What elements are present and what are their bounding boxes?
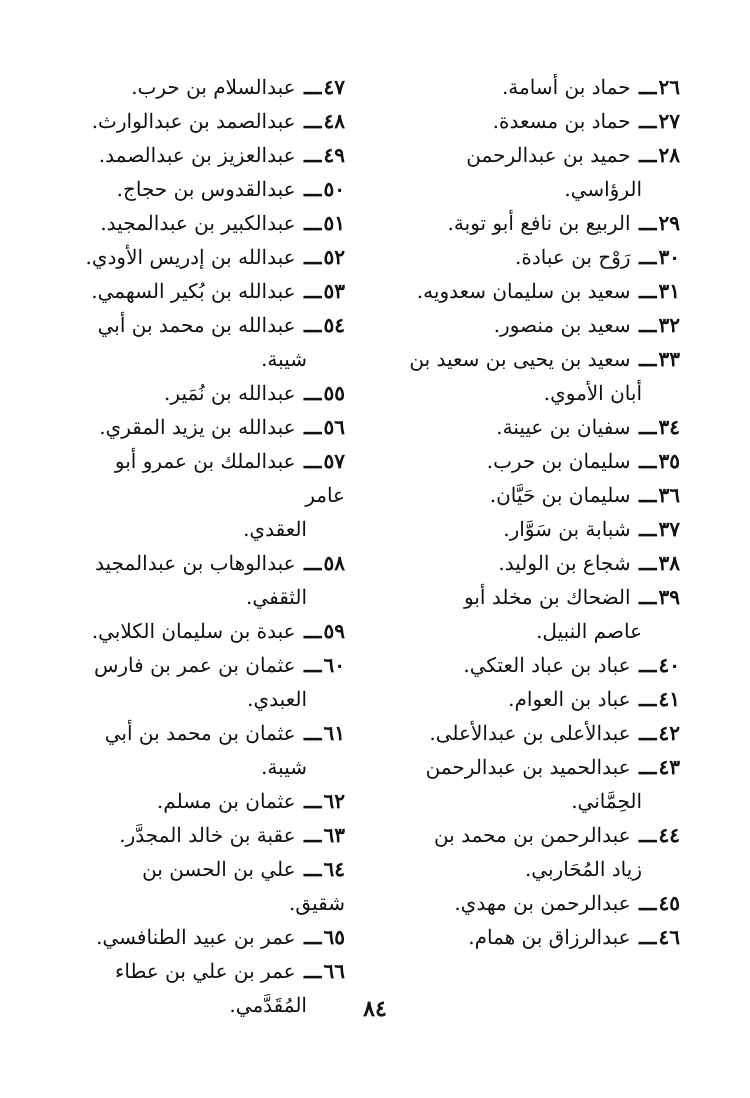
item-name: الربيع بن نافع أبو توبة. xyxy=(447,211,631,235)
item-name: عبدالرزاق بن همام. xyxy=(468,925,631,949)
list-item xyxy=(80,648,345,716)
item-dash: ـــ xyxy=(303,415,322,439)
item-number: ٤٨ xyxy=(323,109,345,133)
list-item xyxy=(80,716,345,784)
item-number: ٣١ xyxy=(658,279,680,303)
item-name-continuation: أبان الأموي. xyxy=(543,381,642,405)
item-dash: ـــ xyxy=(303,143,322,167)
item-name-continuation: شيبة. xyxy=(261,755,307,779)
list-item xyxy=(80,546,345,614)
item-name: عبدالله بن نُمَير. xyxy=(164,381,296,405)
item-dash: ـــ xyxy=(303,959,322,983)
item-name: عبدالأعلى بن عبدالأعلى. xyxy=(429,721,631,745)
item-number: ٦٦ xyxy=(323,959,345,983)
item-name: عبدالصمد بن عبدالوارث. xyxy=(91,109,296,133)
list-item xyxy=(405,308,680,342)
item-name-continuation: الحِمَّاني. xyxy=(571,789,642,813)
item-name: عثمان بن محمد بن أبي xyxy=(104,721,296,745)
item-number: ٦٤ xyxy=(323,857,345,881)
item-number: ٤٦ xyxy=(658,925,680,949)
list-item xyxy=(80,818,345,852)
list-item xyxy=(405,818,680,886)
list-item xyxy=(80,138,345,172)
item-dash: ـــ xyxy=(638,347,657,371)
item-dash: ـــ xyxy=(638,687,657,711)
item-dash: ـــ xyxy=(638,415,657,439)
right-column xyxy=(405,70,680,954)
list-item xyxy=(405,206,680,240)
item-dash: ـــ xyxy=(638,245,657,269)
item-name: شجاع بن الوليد. xyxy=(498,551,631,575)
item-dash: ـــ xyxy=(638,551,657,575)
item-dash: ـــ xyxy=(303,449,322,473)
list-item xyxy=(405,512,680,546)
item-name-continuation: العقدي. xyxy=(243,517,307,541)
list-item xyxy=(80,104,345,138)
list-item xyxy=(405,580,680,648)
item-name: عبدالقدوس بن حجاج. xyxy=(116,177,296,201)
item-dash: ـــ xyxy=(303,381,322,405)
item-number: ٢٧ xyxy=(658,109,680,133)
item-dash: ـــ xyxy=(638,313,657,337)
item-dash: ـــ xyxy=(303,75,322,99)
item-dash: ـــ xyxy=(303,177,322,201)
item-name: سفيان بن عيينة. xyxy=(496,415,631,439)
left-column xyxy=(80,70,345,1022)
item-number: ٦٢ xyxy=(323,789,345,813)
item-dash: ـــ xyxy=(638,925,657,949)
list-item xyxy=(80,444,345,546)
page-number: ٨٤ xyxy=(363,996,387,1022)
item-name: سعيد بن سليمان سعدويه. xyxy=(416,279,631,303)
item-number: ٣٨ xyxy=(658,551,680,575)
item-number: ٦١ xyxy=(323,721,345,745)
item-name: عبدة بن سليمان الكلابي. xyxy=(91,619,296,643)
list-item xyxy=(80,852,345,920)
list-item xyxy=(405,886,680,920)
item-number: ٣٥ xyxy=(658,449,680,473)
item-number: ٥٨ xyxy=(323,551,345,575)
item-dash: ـــ xyxy=(303,857,322,881)
item-number: ٤٧ xyxy=(323,75,345,99)
item-number: ٤٥ xyxy=(658,891,680,915)
item-number: ٦٥ xyxy=(323,925,345,949)
item-dash: ـــ xyxy=(303,109,322,133)
item-number: ٣٧ xyxy=(658,517,680,541)
item-number: ٢٨ xyxy=(658,143,680,167)
item-name: عقبة بن خالد المجدَّر. xyxy=(119,823,296,847)
item-number: ٦٣ xyxy=(323,823,345,847)
list-item xyxy=(405,410,680,444)
item-name-continuation: العبدي. xyxy=(247,687,307,711)
list-item xyxy=(80,206,345,240)
item-name: عبدالله بن محمد بن أبي xyxy=(97,313,296,337)
item-name: حميد بن عبدالرحمن xyxy=(466,143,631,167)
list-item xyxy=(405,138,680,206)
item-number: ٤٩ xyxy=(323,143,345,167)
item-name: سعيد بن يحيى بن سعيد بن xyxy=(409,347,631,371)
list-item xyxy=(405,750,680,818)
list-item xyxy=(405,648,680,682)
item-dash: ـــ xyxy=(303,789,322,813)
item-number: ٤١ xyxy=(658,687,680,711)
item-number: ٤٠ xyxy=(658,653,680,677)
item-name: عثمان بن مسلم. xyxy=(156,789,296,813)
item-name: عثمان بن عمر بن فارس xyxy=(93,653,296,677)
item-dash: ـــ xyxy=(303,925,322,949)
item-number: ٥١ xyxy=(323,211,345,235)
list-item xyxy=(80,274,345,308)
list-item xyxy=(80,410,345,444)
item-name: عبدالرحمن بن مهدي. xyxy=(454,891,631,915)
list-item xyxy=(80,614,345,648)
item-name: حماد بن أسامة. xyxy=(501,75,631,99)
list-item xyxy=(80,240,345,274)
item-number: ٥٦ xyxy=(323,415,345,439)
item-dash: ـــ xyxy=(303,823,322,847)
item-name-continuation: الرؤاسي. xyxy=(564,177,642,201)
list-item xyxy=(405,274,680,308)
item-dash: ـــ xyxy=(638,109,657,133)
item-dash: ـــ xyxy=(303,619,322,643)
list-item xyxy=(405,240,680,274)
item-dash: ـــ xyxy=(303,721,322,745)
item-number: ٥٥ xyxy=(323,381,345,405)
item-dash: ـــ xyxy=(638,483,657,507)
item-dash: ـــ xyxy=(638,891,657,915)
item-dash: ـــ xyxy=(638,279,657,303)
list-item xyxy=(80,376,345,410)
item-number: ٥٧ xyxy=(323,449,345,473)
list-item xyxy=(405,70,680,104)
item-name-continuation: شيبة. xyxy=(261,347,307,371)
item-dash: ـــ xyxy=(303,551,322,575)
item-name: عبدالعزيز بن عبدالصمد. xyxy=(98,143,296,167)
list-item xyxy=(405,104,680,138)
item-name: سليمان بن حَيَّان. xyxy=(489,483,631,507)
item-name: حماد بن مسعدة. xyxy=(492,109,631,133)
item-number: ٥٤ xyxy=(323,313,345,337)
item-number: ٥٩ xyxy=(323,619,345,643)
item-name: عبدالرحمن بن محمد بن xyxy=(433,823,631,847)
item-number: ٦٠ xyxy=(323,653,345,677)
item-name-continuation: زياد المُحَاربي. xyxy=(524,857,642,881)
item-name: شبابة بن سَوَّار. xyxy=(503,517,631,541)
item-name: عباد بن العوام. xyxy=(508,687,631,711)
list-item xyxy=(80,308,345,376)
item-name: عبدالملك بن عمرو أبو عامر xyxy=(114,449,345,507)
item-dash: ـــ xyxy=(303,245,322,269)
item-number: ٣٩ xyxy=(658,585,680,609)
item-name: سليمان بن حرب. xyxy=(486,449,631,473)
item-name: سعيد بن منصور. xyxy=(493,313,631,337)
item-name: عباد بن عباد العتكي. xyxy=(463,653,631,677)
item-number: ٤٢ xyxy=(658,721,680,745)
item-dash: ـــ xyxy=(638,585,657,609)
item-name: عبدالوهاب بن عبدالمجيد xyxy=(95,551,296,575)
list-item xyxy=(405,546,680,580)
list-item xyxy=(80,70,345,104)
item-name: عمر بن علي بن عطاء xyxy=(114,959,296,983)
list-item xyxy=(80,784,345,818)
item-number: ٥٢ xyxy=(323,245,345,269)
list-item xyxy=(405,682,680,716)
item-name: عبدالله بن إدريس الأودي. xyxy=(85,245,296,269)
item-name-continuation: الثقفي. xyxy=(246,585,307,609)
item-number: ٢٩ xyxy=(658,211,680,235)
list-item xyxy=(80,920,345,954)
item-name: عبدالله بن بُكير السهمي. xyxy=(91,279,296,303)
item-dash: ـــ xyxy=(303,279,322,303)
list-item xyxy=(405,478,680,512)
item-dash: ـــ xyxy=(638,211,657,235)
item-name: عبدالسلام بن حرب. xyxy=(131,75,296,99)
item-dash: ـــ xyxy=(303,211,322,235)
item-number: ٢٦ xyxy=(658,75,680,99)
item-name: عبدالكبير بن عبدالمجيد. xyxy=(100,211,296,235)
item-name: عمر بن عبيد الطنافسي. xyxy=(96,925,296,949)
item-dash: ـــ xyxy=(638,143,657,167)
item-name: عبدالله بن يزيد المقري. xyxy=(99,415,296,439)
item-dash: ـــ xyxy=(638,75,657,99)
item-number: ٣٤ xyxy=(658,415,680,439)
item-number: ٣٦ xyxy=(658,483,680,507)
item-dash: ـــ xyxy=(638,449,657,473)
item-dash: ـــ xyxy=(638,755,657,779)
item-number: ٣٣ xyxy=(658,347,680,371)
item-dash: ـــ xyxy=(638,823,657,847)
item-name: الضحاك بن مخلد أبو xyxy=(464,585,631,609)
list-item xyxy=(405,444,680,478)
item-number: ٣٠ xyxy=(658,245,680,269)
list-item xyxy=(405,342,680,410)
item-number: ٥٣ xyxy=(323,279,345,303)
item-name-continuation: المُقَدَّمي. xyxy=(229,993,307,1017)
item-number: ٤٤ xyxy=(658,823,680,847)
item-name: علي بن الحسن بن شقيق. xyxy=(142,857,345,915)
item-dash: ـــ xyxy=(303,653,322,677)
item-name: رَوْح بن عبادة. xyxy=(515,245,631,269)
list-item xyxy=(405,716,680,750)
item-dash: ـــ xyxy=(303,313,322,337)
item-name-continuation: عاصم النبيل. xyxy=(536,619,642,643)
item-dash: ـــ xyxy=(638,653,657,677)
item-name: عبدالحميد بن عبدالرحمن xyxy=(425,755,631,779)
item-number: ٤٣ xyxy=(658,755,680,779)
list-item xyxy=(405,920,680,954)
item-dash: ـــ xyxy=(638,721,657,745)
item-number: ٥٠ xyxy=(323,177,345,201)
item-dash: ـــ xyxy=(638,517,657,541)
item-number: ٣٢ xyxy=(658,313,680,337)
list-item xyxy=(80,172,345,206)
